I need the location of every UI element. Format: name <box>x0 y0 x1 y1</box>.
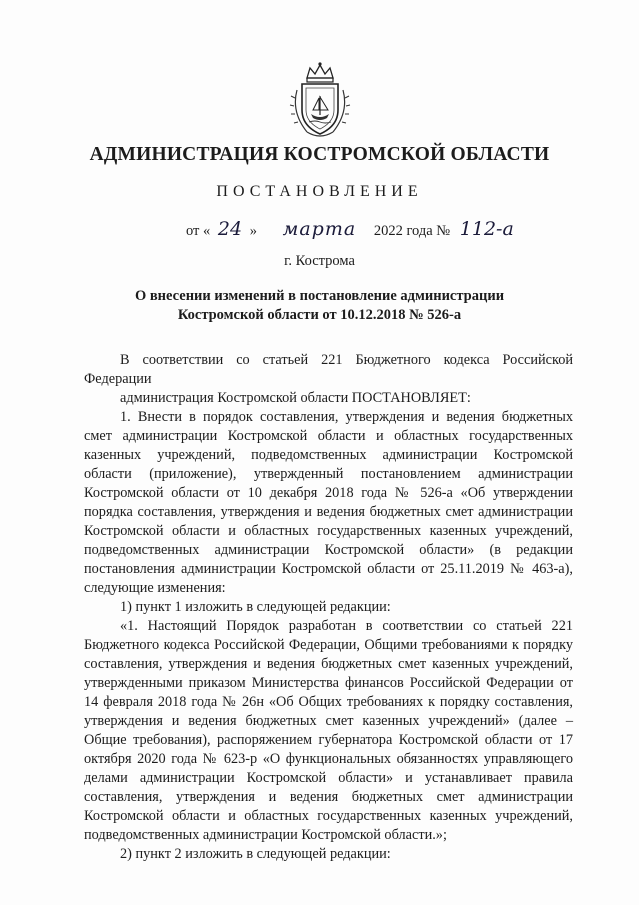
document-date-line <box>186 218 514 240</box>
number-sign: № <box>436 223 451 239</box>
document-type-title: ПОСТАНОВЛЕНИЕ <box>216 183 423 200</box>
paragraph-new-point-1: «1. Настоящий Порядок разработан в соответствии со статьей 221 Бюджетного кодекса Российской Федерации, Общими требованиями к порядку составления, утверждения и ведения бюджетных смет казенных учреждений, утвержденными приказом Министерства финансов Российской Федерации от 14 февраля 2018 года № 26н «Об Общих требованиях к порядку составления, утверждения и ведения бюджетных смет казенных учреждений» (далее – Общие требования), распоряжением губернатора Костромской области от 17 октября 2020 года № 623-р «О функциональных обязанностях управляющего делами администрации Костромской области» и устанавливает правила составления, утверждения и ведения бюджетных смет администрации Костромской области и областных государственных казенных учреждений, подведомственных администрации Костромской области.»; <box>84 618 573 843</box>
city-name: г. Кострома <box>284 253 355 269</box>
date-close-quote: » <box>249 223 257 239</box>
paragraph-legal-basis: В соответствии со статьей 221 Бюджетного кодекса Российской Федерации <box>84 352 573 387</box>
paragraph-subitem-1: 1) пункт 1 изложить в следующей редакции: <box>120 599 391 615</box>
document-body <box>84 351 573 864</box>
subject-line-2: Костромской области от 10.12.2018 № 526-а <box>177 307 462 323</box>
subject-line-1: О внесении изменений в постановление администрации <box>134 288 505 304</box>
document-subject <box>0 287 639 325</box>
date-day-handwritten: 24 <box>217 218 243 240</box>
date-year: 2022 года <box>373 223 433 239</box>
paragraph-subitem-2: 2) пункт 2 изложить в следующей редакции: <box>120 846 391 862</box>
date-prefix: от « <box>186 223 211 239</box>
paragraph-resolves: администрация Костромской области ПОСТАНОВЛЯЕТ: <box>120 390 471 406</box>
date-month-handwritten: марта <box>282 218 357 240</box>
paragraph-item-1: 1. Внести в порядок составления, утверждения и ведения бюджетных смет администрации Костромской области и областных государственных казенных учреждений, подведомственных администрации Костромской области (приложение), утвержденный постановлением администрации Костромской области от 10 декабря 2018 года № 526-а «Об утверждении порядка составления, утверждения и ведения бюджетных смет администрации Костромской области и областных государственных казенных учреждений, подведомственных администрации Костромской области» (в редакции постановления администрации Костромской области от 25.11.2019 № 463-а), следующие изменения: <box>84 409 573 596</box>
organization-name: АДМИНИСТРАЦИЯ КОСТРОМСКОЙ ОБЛАСТИ <box>89 144 550 165</box>
coat-of-arms-emblem <box>285 60 355 140</box>
document-number-handwritten: 112-а <box>459 218 514 240</box>
